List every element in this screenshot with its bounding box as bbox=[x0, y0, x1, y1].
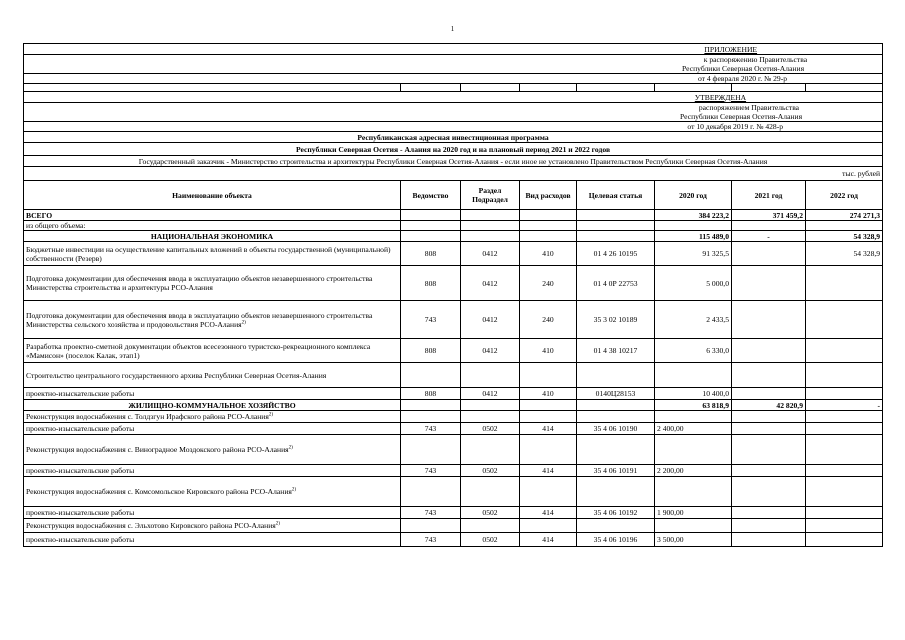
target-code: 35 4 06 10192 bbox=[577, 507, 655, 519]
table-row bbox=[24, 339, 883, 363]
section: 0502 bbox=[461, 465, 520, 477]
section: 0502 bbox=[461, 507, 520, 519]
section: 0502 bbox=[461, 533, 520, 547]
table-row bbox=[24, 411, 883, 423]
value-2020: 91 325,5 bbox=[655, 242, 732, 266]
table-row bbox=[24, 210, 883, 221]
section-row bbox=[24, 400, 883, 411]
approved-line: распоряжением Правительства bbox=[24, 103, 883, 113]
expense-type: 410 bbox=[520, 388, 577, 400]
row-name: Строительство центрального государственного архива Республики Северная Осетия-Алания bbox=[24, 363, 401, 388]
section-row bbox=[24, 231, 883, 242]
value-2020: 10 400,0 bbox=[655, 388, 732, 400]
table-row bbox=[24, 423, 883, 435]
value-2020: 2 433,5 bbox=[655, 301, 732, 339]
footnote-mark: 2) bbox=[268, 412, 274, 418]
dept: 743 bbox=[401, 507, 461, 519]
table-row bbox=[24, 519, 883, 533]
program-title: Республиканская адресная инвестиционная программа bbox=[24, 132, 883, 143]
section: 0502 bbox=[461, 423, 520, 435]
units-label: тыс. рублей bbox=[24, 167, 883, 181]
row-name: Подготовка документации для обеспечения ввода в эксплуатацию объектов незавершенного строительства Министерства сельского хозяйства и продовольствия РСО-Алания bbox=[26, 310, 373, 329]
col-header-section: Раздел Подраздел bbox=[461, 181, 520, 210]
value-2021: - bbox=[732, 231, 806, 242]
target-code: 01 4 26 10195 bbox=[577, 242, 655, 266]
section: 0412 bbox=[461, 388, 520, 400]
expense-type: 240 bbox=[520, 266, 577, 301]
row-name: проектно-изыскательские работы bbox=[24, 465, 401, 477]
value-2020: 5 000,0 bbox=[655, 266, 732, 301]
approved-title: УТВЕРЖДЕНА bbox=[694, 92, 747, 102]
row-name: Реконструкция водоснабжения с. Эльхотово Кировского района РСО-Алания bbox=[26, 521, 276, 530]
table-row bbox=[24, 533, 883, 547]
table-row bbox=[24, 363, 883, 388]
dept: 808 bbox=[401, 388, 461, 400]
value-2022: 54 328,9 bbox=[806, 231, 883, 242]
approved-line: Республики Северная Осетия-Алания bbox=[24, 112, 883, 122]
table-row bbox=[24, 301, 883, 339]
expense-type: 410 bbox=[520, 339, 577, 363]
value-2022: 274 271,3 bbox=[806, 210, 883, 221]
investment-program-table bbox=[23, 43, 883, 547]
value-2020: 115 489,0 bbox=[655, 231, 732, 242]
footnote-mark: 2) bbox=[291, 487, 297, 493]
footnote-mark: 2) bbox=[288, 445, 293, 451]
value-2020: 3 500,00 bbox=[655, 533, 732, 547]
page-number: 1 bbox=[450, 25, 455, 33]
footnote-mark: 2) bbox=[241, 319, 246, 325]
dept: 743 bbox=[401, 301, 461, 339]
table-row bbox=[24, 221, 883, 231]
dept: 808 bbox=[401, 266, 461, 301]
value-2020: 2 200,00 bbox=[655, 465, 732, 477]
value-2020: 2 400,00 bbox=[655, 423, 732, 435]
target-code: 35 3 02 10189 bbox=[577, 301, 655, 339]
target-code: 35 4 06 10191 bbox=[577, 465, 655, 477]
col-header-name: Наименование объекта bbox=[24, 181, 401, 210]
approval-line: к распоряжению Правительства bbox=[24, 55, 883, 65]
target-code: 0140Ц28153 bbox=[577, 388, 655, 400]
value-2022: - bbox=[806, 400, 883, 411]
row-name: Реконструкция водоснабжения с. Толдзгун Ирафского района РСО-Алания bbox=[26, 412, 269, 421]
row-name: ВСЕГО bbox=[24, 210, 401, 221]
row-name: Разработка проектно-сметной документации объектов всесезонного туристско-рекреационного комплекса «Мамисон» (поселок Калак, этап1) bbox=[24, 339, 401, 363]
value-2021: 42 820,9 bbox=[732, 400, 806, 411]
expense-type: 414 bbox=[520, 465, 577, 477]
table-row bbox=[24, 388, 883, 400]
dept: 808 bbox=[401, 339, 461, 363]
dept: 808 bbox=[401, 242, 461, 266]
approval-line: от 4 февраля 2020 г. № 29-р bbox=[24, 74, 883, 84]
approved-line: от 10 декабря 2019 г. № 428-р bbox=[24, 122, 883, 132]
section-name: НАЦИОНАЛЬНАЯ ЭКОНОМИКА bbox=[24, 231, 401, 242]
col-header-2021: 2021 год bbox=[732, 181, 806, 210]
row-name: Реконструкция водоснабжения с. Комсомольское Кировского района РСО-Алания bbox=[26, 487, 292, 496]
table-row bbox=[24, 266, 883, 301]
expense-type: 414 bbox=[520, 423, 577, 435]
section: 0412 bbox=[461, 339, 520, 363]
col-header-exp: Вид расходов bbox=[520, 181, 577, 210]
target-code: 35 4 06 10196 bbox=[577, 533, 655, 547]
row-name: проектно-изыскательские работы bbox=[24, 388, 401, 400]
approval-line: Республики Северная Осетия-Алания bbox=[24, 64, 883, 74]
value-2020: 6 330,0 bbox=[655, 339, 732, 363]
approval-title: ПРИЛОЖЕНИЕ bbox=[704, 44, 758, 54]
row-name: проектно-изыскательские работы bbox=[24, 507, 401, 519]
row-name: из общего объема: bbox=[24, 221, 401, 231]
section-name: ЖИЛИЩНО-КОММУНАЛЬНОЕ ХОЗЯЙСТВО bbox=[24, 400, 401, 411]
value-2020: 1 900,00 bbox=[655, 507, 732, 519]
expense-type: 414 bbox=[520, 533, 577, 547]
col-header-dept: Ведомство bbox=[401, 181, 461, 210]
target-code: 01 4 38 10217 bbox=[577, 339, 655, 363]
value-2021: 371 459,2 bbox=[732, 210, 806, 221]
row-name: Реконструкция водоснабжения с. Виноградное Моздокского района РСО-Алания bbox=[26, 445, 289, 454]
table-row bbox=[24, 435, 883, 465]
expense-type: 410 bbox=[520, 242, 577, 266]
program-subtitle: Республики Северная Осетия - Алания на 2020 год и на плановый период 2021 и 2022 годов bbox=[24, 143, 883, 156]
header-row bbox=[24, 181, 883, 210]
section: 0412 bbox=[461, 242, 520, 266]
expense-type: 240 bbox=[520, 301, 577, 339]
row-name: Бюджетные инвестиции на осуществление капитальных вложений в объекты государственной (муниципальной) собственности (Резерв) bbox=[24, 242, 401, 266]
target-code: 01 4 0Р 22753 bbox=[577, 266, 655, 301]
dept: 743 bbox=[401, 533, 461, 547]
dept: 743 bbox=[401, 423, 461, 435]
section: 0412 bbox=[461, 266, 520, 301]
value-2022: 54 328,9 bbox=[806, 242, 883, 266]
col-header-2022: 2022 год bbox=[806, 181, 883, 210]
row-name: проектно-изыскательские работы bbox=[24, 533, 401, 547]
footnote-mark: 2) bbox=[275, 521, 280, 527]
value-2020: 384 223,2 bbox=[655, 210, 732, 221]
table-row bbox=[24, 242, 883, 266]
col-header-2020: 2020 год bbox=[655, 181, 732, 210]
expense-type: 414 bbox=[520, 507, 577, 519]
value-2020: 63 818,9 bbox=[655, 400, 732, 411]
table-row bbox=[24, 465, 883, 477]
row-name: проектно-изыскательские работы bbox=[24, 423, 401, 435]
row-name: Подготовка документации для обеспечения ввода в эксплуатацию объектов незавершенного строительства Министерства строительства и архитектуры РСО-Алания bbox=[24, 266, 401, 301]
col-header-target: Целевая статья bbox=[577, 181, 655, 210]
dept: 743 bbox=[401, 465, 461, 477]
table-row bbox=[24, 477, 883, 507]
target-code: 35 4 06 10190 bbox=[577, 423, 655, 435]
table-row bbox=[24, 507, 883, 519]
section: 0412 bbox=[461, 301, 520, 339]
state-customer: Государственный заказчик - Министерство строительства и архитектуры Республики Северная Осетия-Алания - если иное не установлено Правительством Республики Северная Осетия-Алания bbox=[24, 156, 883, 167]
